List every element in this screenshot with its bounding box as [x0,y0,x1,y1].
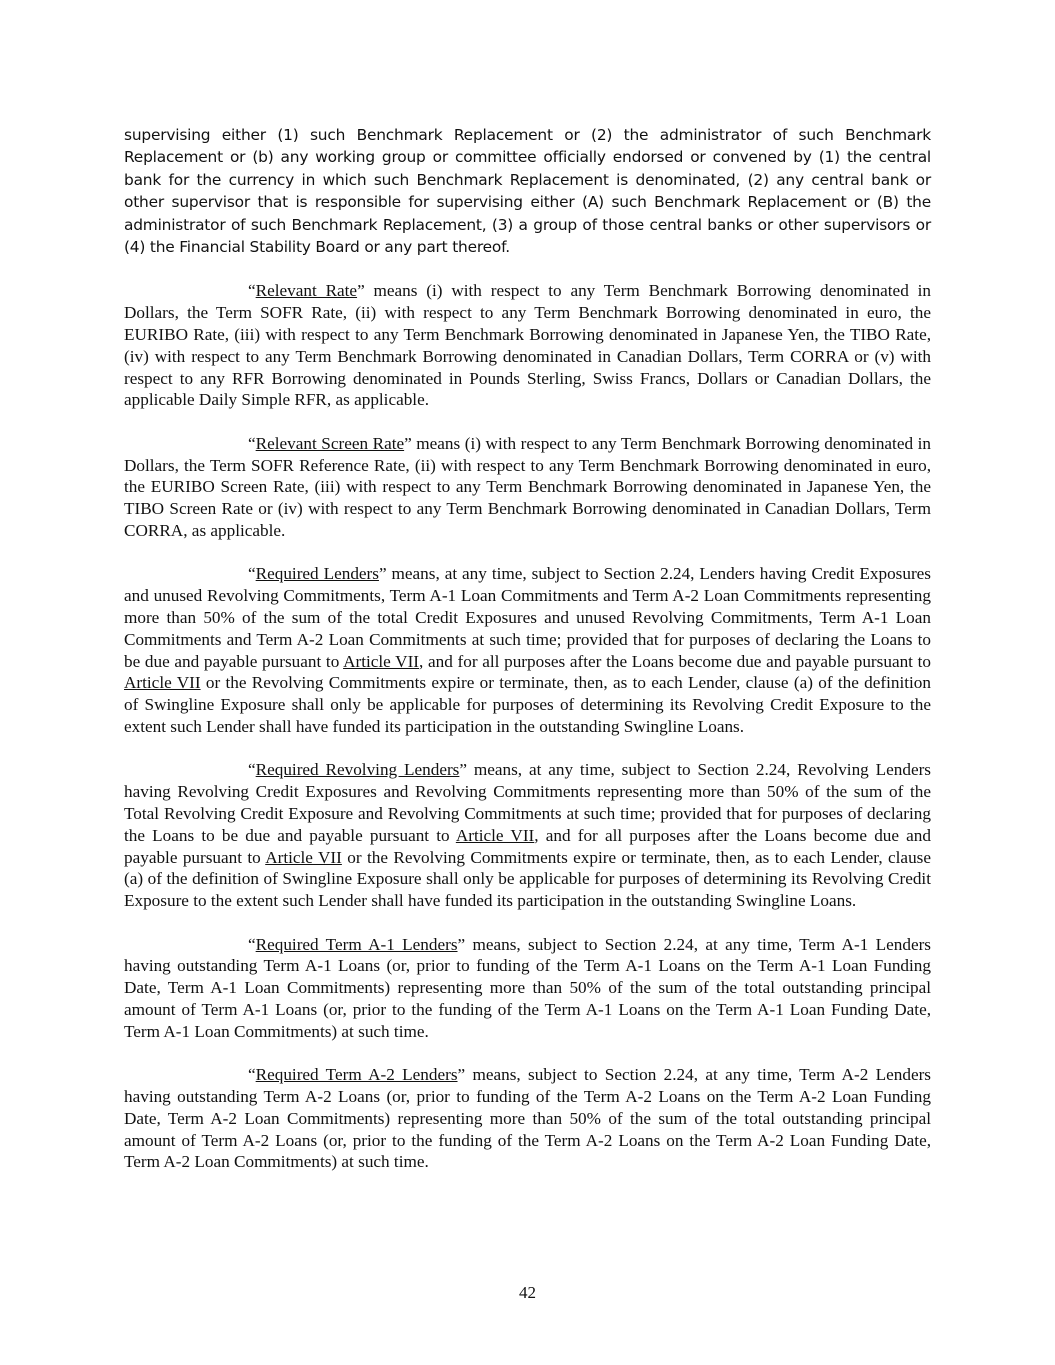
document-page [124,124,931,1195]
definition-body: ” means (i) with respect to any Term Benchmark Borrowing denominated in Dollars, the Term SOFR Rate, (ii) with respect to any Term Benchmark Borrowing denominated in euro, the EURIBO Rate, (iii) with respect to any Term Benchmark Borrowing denominated in Japanese Yen, the TIBO Rate, (iv) with respect to any Term Benchmark Borrowing denominated in Canadian Dollars, Term CORRA or (v) with respect to any RFR Borrowing denominated in Pounds Sterling, Swiss Francs, Dollars or Canadian Dollars, the applicable Daily Simple RFR, as applicable. [124,281,931,410]
intro-paragraph: supervising either (1) such Benchmark Replacement or (2) the administrator of such Benchmark Replacement or (b) any working group or committee officially endorsed or convened by (1) the central bank for the currency in which such Benchmark Replacement is denominated, (2) any central bank or other supervisor that is responsible for supervising either (A) such Benchmark Replacement or (B) the administrator of such Benchmark Replacement, (3) a group of those central banks or other supervisors or (4) the Financial Stability Board or any part thereof. [124,126,931,257]
definition-body: ” means (i) with respect to any Term Benchmark Borrowing denominated in Dollars, the Term SOFR Reference Rate, (ii) with respect to any Term Benchmark Borrowing denominated in euro, the EURIBO Screen Rate, (iii) with respect to any Term Benchmark Borrowing denominated in Japanese Yen, the TIBO Screen Rate or (iv) with respect to any Term Benchmark Borrowing denominated in Canadian Dollars, Term CORRA, as applicable. [124,433,931,540]
definition-body: ” means, subject to Section 2.24, at any time, Term A-2 Lenders having outstanding Term A-2 Loans (or, prior to funding of the Term A-2 Loans on the Term A-2 Loan Funding Date, Term A-2 Loan Commitments) representing more than 50% of the sum of the total outstanding principal amount of Term A-2 Loans (or, prior to the funding of the Term A-2 Loans on the Term A-2 Loan Funding Date, Term A-2 Loan Commitments) at such time. [124,1065,931,1172]
definition-body: or the Revolving Commitments expire or terminate, then, as to each Lender, clause (a) of the definition of Swingline Exposure shall only be applicable for purposes of determining its Revolving Credit Exposure to the extent such Lender shall have funded its participation in the outstanding Swingline Loans. [124,847,931,911]
defined-term: Relevant Screen Rate [255,433,405,453]
definition-required-revolving-lenders [124,759,931,912]
defined-term: Required Term A-1 Lenders [255,934,458,954]
page-number: 42 [519,1283,536,1302]
article-reference: Article VII [455,825,535,845]
open-quote: “ [248,281,256,301]
open-quote: “ [248,564,256,584]
defined-term: Required Revolving Lenders [255,760,460,780]
article-reference: Article VII [265,847,342,867]
article-reference: Article VII [343,651,420,671]
definition-required-lenders [124,563,931,737]
defined-term: Required Term A-2 Lenders [255,1065,458,1085]
open-quote: “ [248,1065,256,1085]
open-quote: “ [248,934,256,954]
definition-body: ” means, at any time, subject to Section 2.24, Lenders having Credit Exposures and unused Revolving Commitments, Term A-1 Loan Commitments and Term A-2 Loan Commitments representing more than 50% of the sum of the total Credit Exposures and unused Revolving Commitments, Term A-1 Loan Commitments and Term A-2 Loan Commitments at such time; provided that for purposes of declaring the Loans to be due and payable pursuant to [124,564,931,671]
definition-body: , and for all purposes after the Loans become due and payable pursuant to [124,825,931,867]
definition-required-term-a2-lenders [124,1064,931,1173]
definition-body: ” means, subject to Section 2.24, at any time, Term A-1 Lenders having outstanding Term A-1 Loans (or, prior to funding of the Term A-1 Loans on the Term A-1 Loan Funding Date, Term A-1 Loan Commitments) representing more than 50% of the sum of the total outstanding principal amount of Term A-1 Loans (or, prior to the funding of the Term A-1 Loans on the Term A-1 Loan Funding Date, Term A-1 Loan Commitments) at such time. [124,934,931,1041]
defined-term: Required Lenders [255,564,379,584]
definition-body: ” means, at any time, subject to Section 2.24, Revolving Lenders having Revolving Credit Exposures and Revolving Commitments representing more than 50% of the sum of the Total Revolving Credit Exposure and Revolving Commitments at such time; provided that for purposes of declaring the Loans to be due and payable pursuant to [124,760,931,845]
definition-body: or the Revolving Commitments expire or terminate, then, as to each Lender, clause (a) of the definition of Swingline Exposure shall only be applicable for purposes of determining its Revolving Credit Exposure to the extent such Lender shall have funded its participation in the outstanding Swingline Loans. [124,673,931,736]
article-reference: Article VII [124,673,201,693]
defined-term: Relevant Rate [255,281,358,301]
open-quote: “ [248,433,256,453]
definition-required-term-a1-lenders [124,934,931,1043]
open-quote: “ [248,760,256,780]
definition-relevant-screen-rate [124,433,931,542]
definition-body: , and for all purposes after the Loans become due and payable pursuant to [419,651,931,671]
definition-relevant-rate [124,280,931,411]
